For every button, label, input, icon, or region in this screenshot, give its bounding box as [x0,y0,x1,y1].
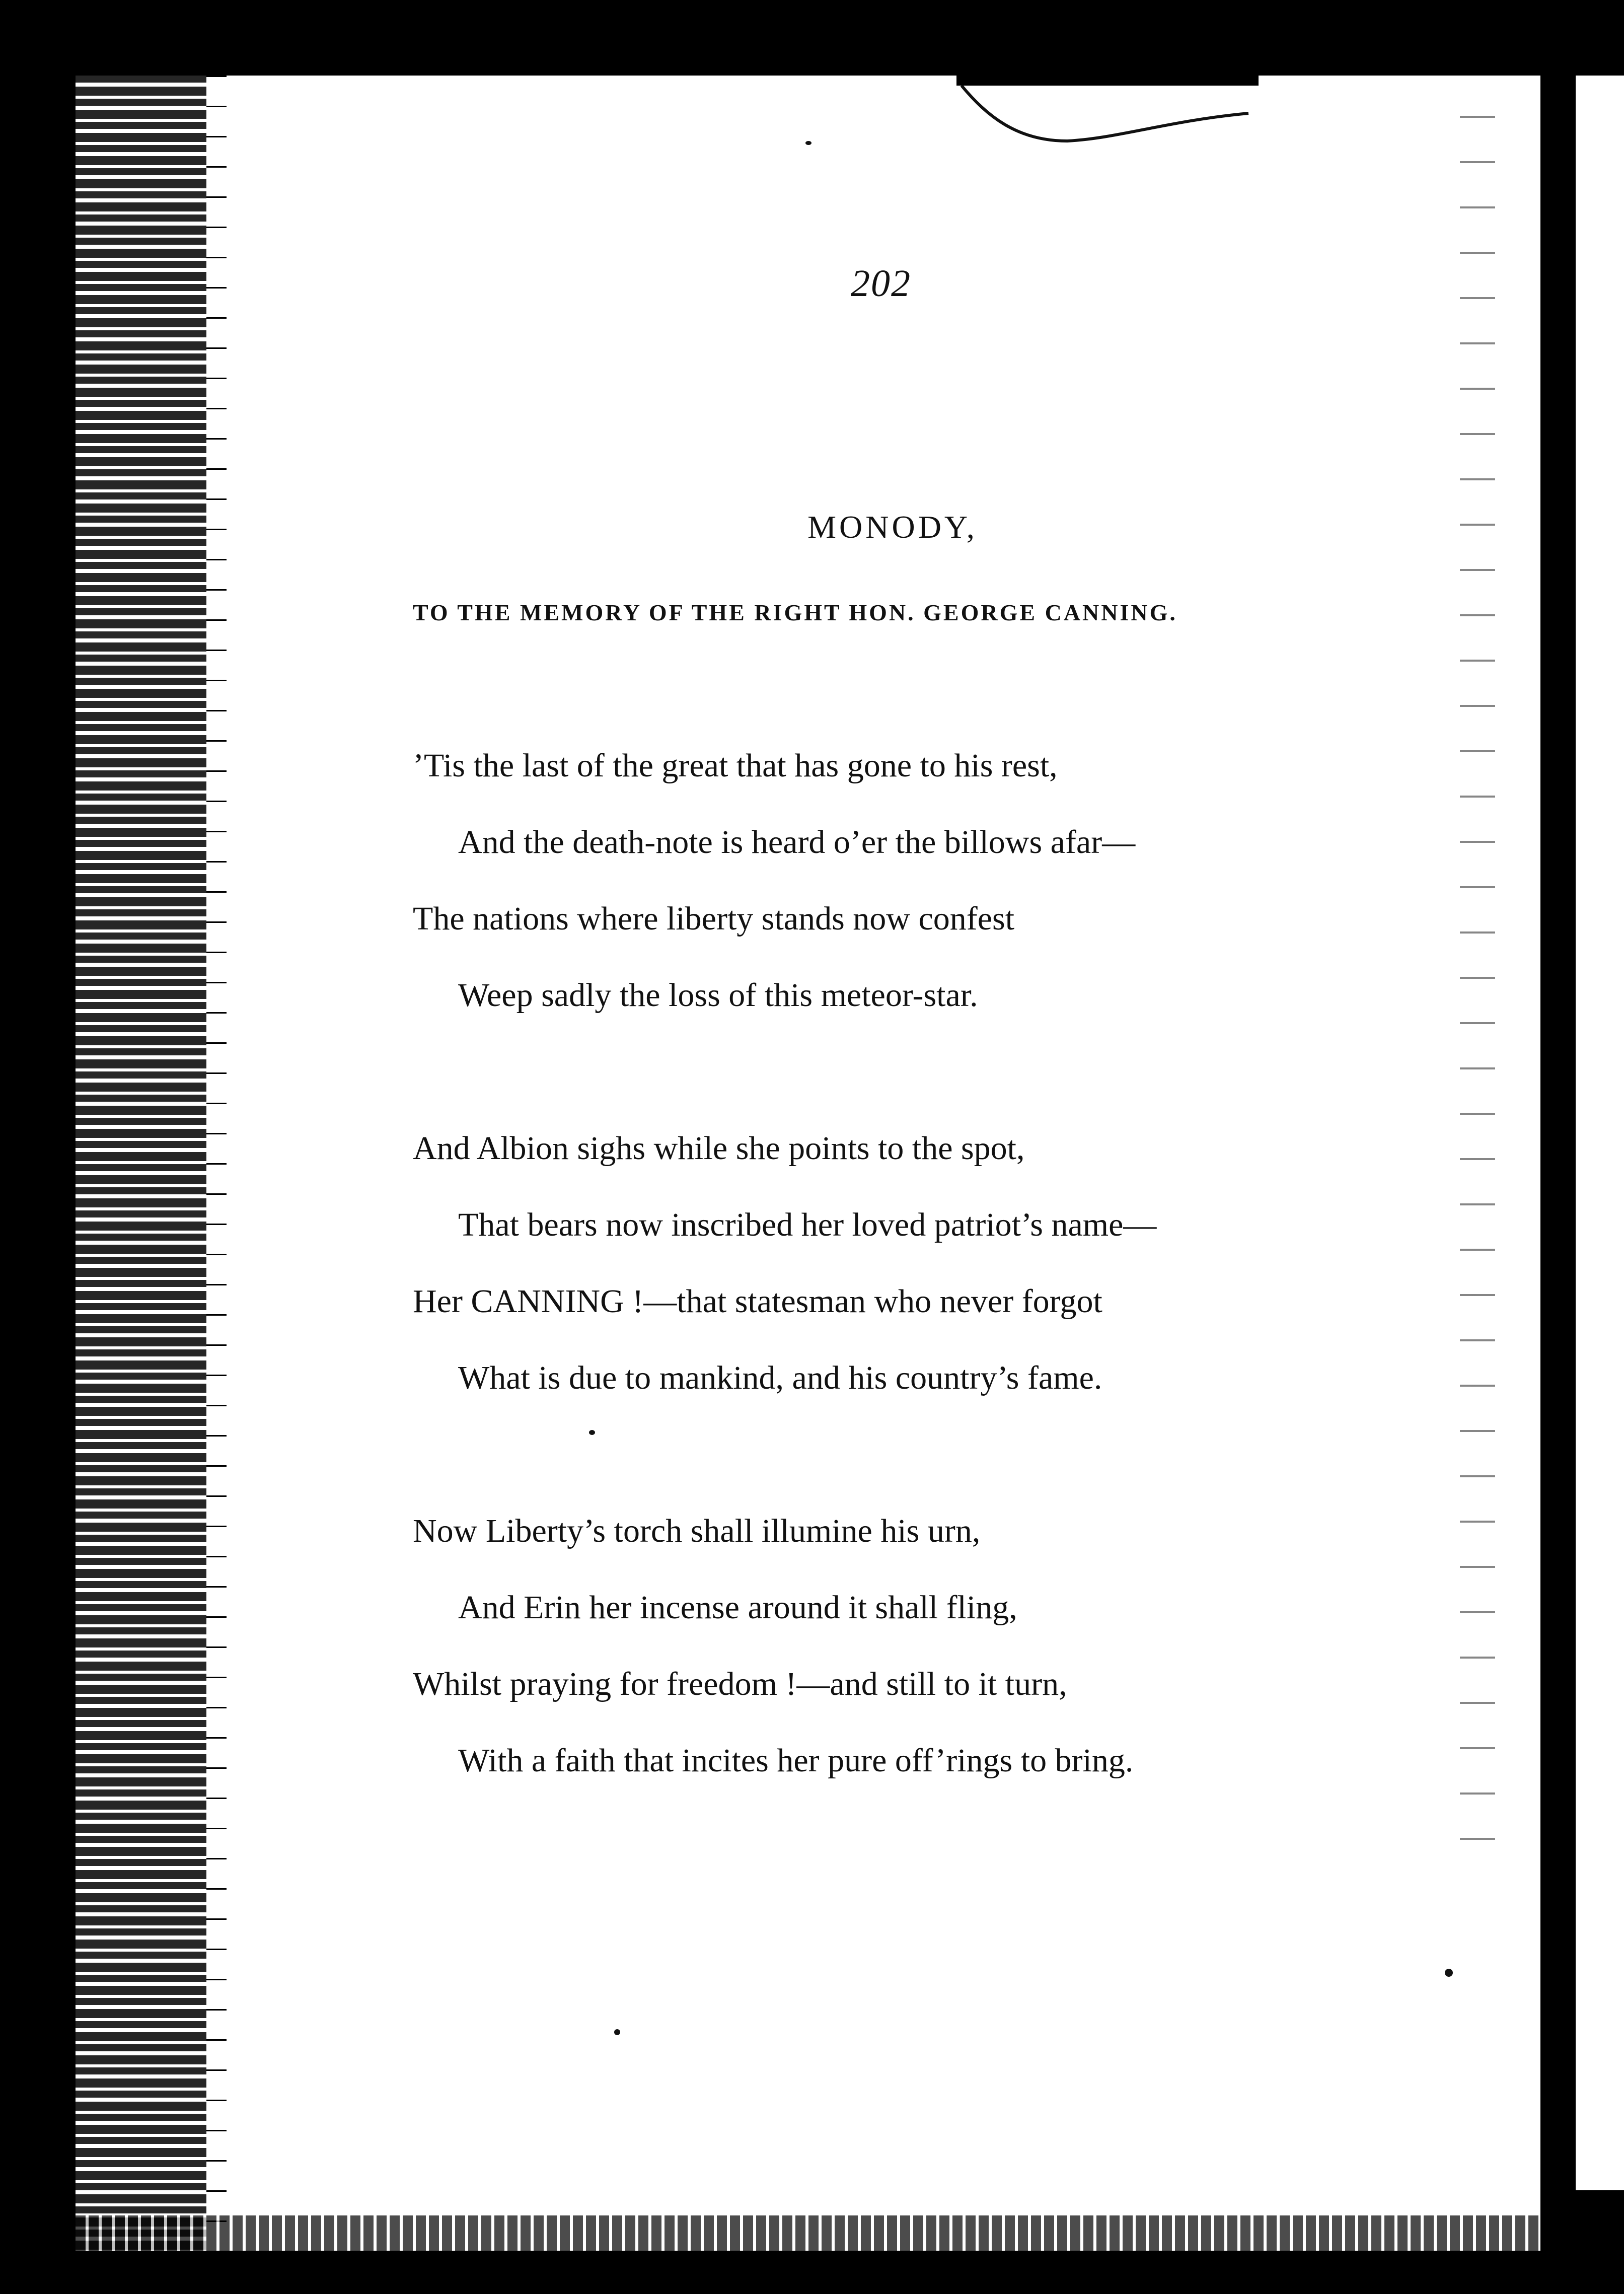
verse-line: ’Tis the last of the great that has gone to his rest, [413,747,1058,784]
verse-line: With a faith that incites her pure off’rings to bring. [458,1742,1134,1779]
verse-line: The nations where liberty stands now confest [413,900,1015,937]
stanza-2 [413,1110,1420,1416]
verse-line: That bears now inscribed her loved patriot’s name— [458,1206,1157,1243]
poem-subtitle: TO THE MEMORY OF THE RIGHT HON. GEORGE CANNING. [413,600,1177,625]
print-speck [589,1430,595,1435]
verse-line: Now Liberty’s torch shall illumine his urn, [413,1513,981,1549]
verse-line: Her CANNING !—that statesman who never forgot [413,1283,1102,1320]
print-speck [1445,1969,1453,1977]
print-speck [614,2029,620,2035]
stanza-1 [413,728,1420,1034]
verse-line: And Albion sighs while she points to the spot, [413,1130,1025,1167]
verse-line: And Erin her incense around it shall fling, [458,1589,1017,1626]
poem-title: MONODY, [807,509,978,545]
verse-line: And the death-note is heard o’er the billows afar— [458,824,1136,861]
print-speck [805,141,811,145]
page-number: 202 [851,262,911,305]
verse-line: Whilst praying for freedom !—and still to it turn, [413,1666,1067,1702]
verse-line: Weep sadly the loss of this meteor-star. [458,977,978,1014]
stanza-3 [413,1493,1420,1799]
verse-line: What is due to mankind, and his country’s fame. [458,1359,1102,1396]
